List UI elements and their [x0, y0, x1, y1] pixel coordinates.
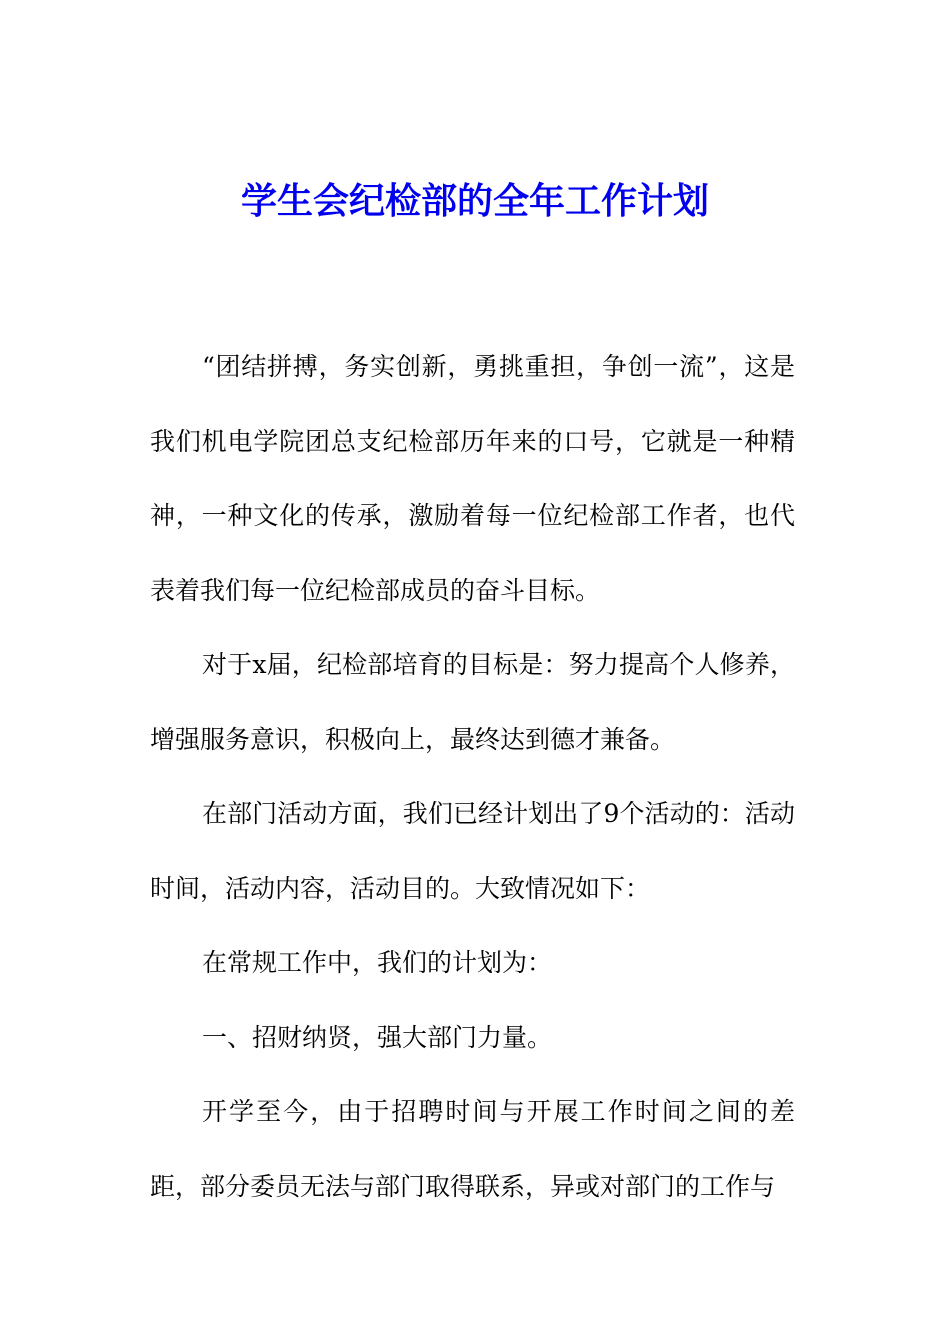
paragraph-activities: 在部门活动方面，我们已经计划出了9个活动的：活动时间，活动内容，活动目的。大致情况如下： — [150, 799, 795, 903]
document-title: 学生会纪检部的全年工作计划 — [240, 180, 709, 222]
paragraph-goal: 对于x届，纪检部培育的目标是：努力提高个人修养，增强服务意识，积极向上，最终达到德才兼备。 — [150, 650, 795, 754]
paragraph-recruitment: 开学至今，由于招聘时间与开展工作时间之间的差距，部分委员无法与部门取得联系，异或对部门的工作与 — [150, 1097, 795, 1201]
paragraph-routine-plan: 在常规工作中，我们的计划为： — [202, 948, 553, 977]
paragraph-slogan: “团结拼搏，务实创新，勇挑重担，争创一流”，这是我们机电学院团总支纪检部历年来的口号，它就是一种精神，一种文化的传承，激励着每一位纪检部工作者，也代表着我们每一位纪检部成员的奋斗目标。 — [150, 352, 795, 605]
paragraph-section-heading-1: 一、招财纳贤，强大部门力量。 — [202, 1022, 553, 1052]
document-body — [150, 330, 795, 1224]
